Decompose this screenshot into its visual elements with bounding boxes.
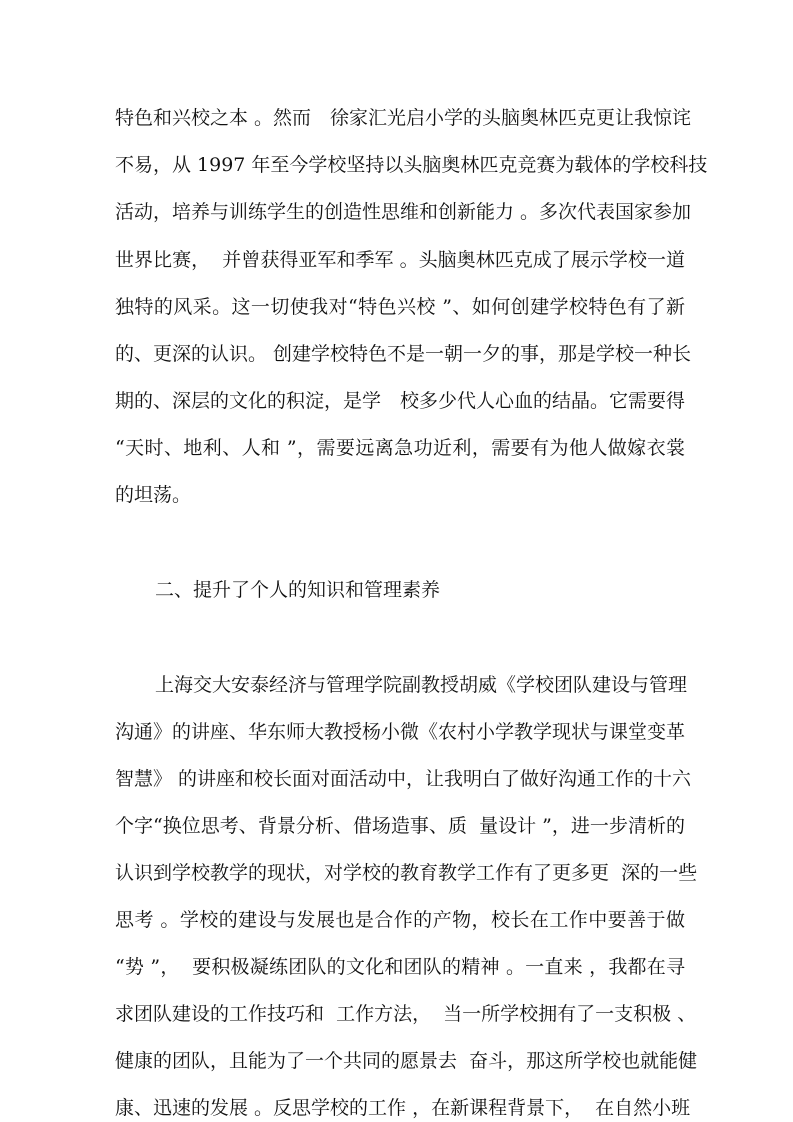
paragraph-line: 活动，培养与训练学生的创造性思维和创新能力 。多次代表国家参加 [115,201,692,223]
paragraph-line: 上海交大安泰经济与管理学院副教授胡威《学校团队建设与管理 [155,674,688,696]
paragraph-line: 期的、深层的文化的积淀，是学 校多少代人心血的结晶。它需要得 [115,390,686,412]
paragraph-line: 思考 。学校的建设与发展也是合作的产物，校长在工作中要善于做 [115,909,685,931]
paragraph-line: 特色和兴校之本 。然而 徐家汇光启小学的头脑奥林匹克更让我惊诧 [115,107,692,129]
paragraph-line: 康、迅速的发展 。反思学校的工作 ，在新课程背景下， 在自然小班 [115,1097,691,1119]
paragraph-line: 的、更深的认识。 创建学校特色不是一朝一夕的事，那是学校一种长 [115,343,692,365]
paragraph-line: 认识到学校教学的现状，对学校的教育教学工作有了更多更 深的一些 [115,862,698,884]
paragraph-line: 独特的风采。这一切使我对“特色兴校 ”、如何创建学校特色有了新 [115,296,685,318]
section-heading: 二、提升了个人的知识和管理素养 [155,579,441,601]
paragraph-line: 世界比赛， 并曾获得亚军和季军 。头脑奥林匹克成了展示学校一道 [115,249,685,271]
paragraph-line: “势 ”， 要积极凝练团队的文化和团队的精神 。一直来 ，我都在寻 [115,956,685,978]
paragraph-line: 的坦荡。 [115,484,192,506]
paragraph-line: 健康的团队，且能为了一个共同的愿景去 奋斗，那这所学校也就能健 [115,1050,698,1072]
paragraph-line: 沟通》的讲座、华东师大教授杨小微《农村小学教学现状与课堂变革 [115,721,686,743]
paragraph-line: “天时、地利、人和 ”，需要远离急功近利，需要有为他人做嫁衣裳 [115,437,685,459]
paragraph-line: 不易，从 1997 年至今学校坚持以头脑奥林匹克竞赛为载体的学校科技 [115,154,708,176]
paragraph-line: 智慧》 的讲座和校长面对面活动中，让我明白了做好沟通工作的十六 [115,768,692,790]
paragraph-line: 求团队建设的工作技巧和 工作方法， 当一所学校拥有了一支积极 、 [115,1003,697,1025]
paragraph-line: 个字“换位思考、背景分析、借场造事、质 量设计 ”，进一步清析的 [115,815,685,837]
